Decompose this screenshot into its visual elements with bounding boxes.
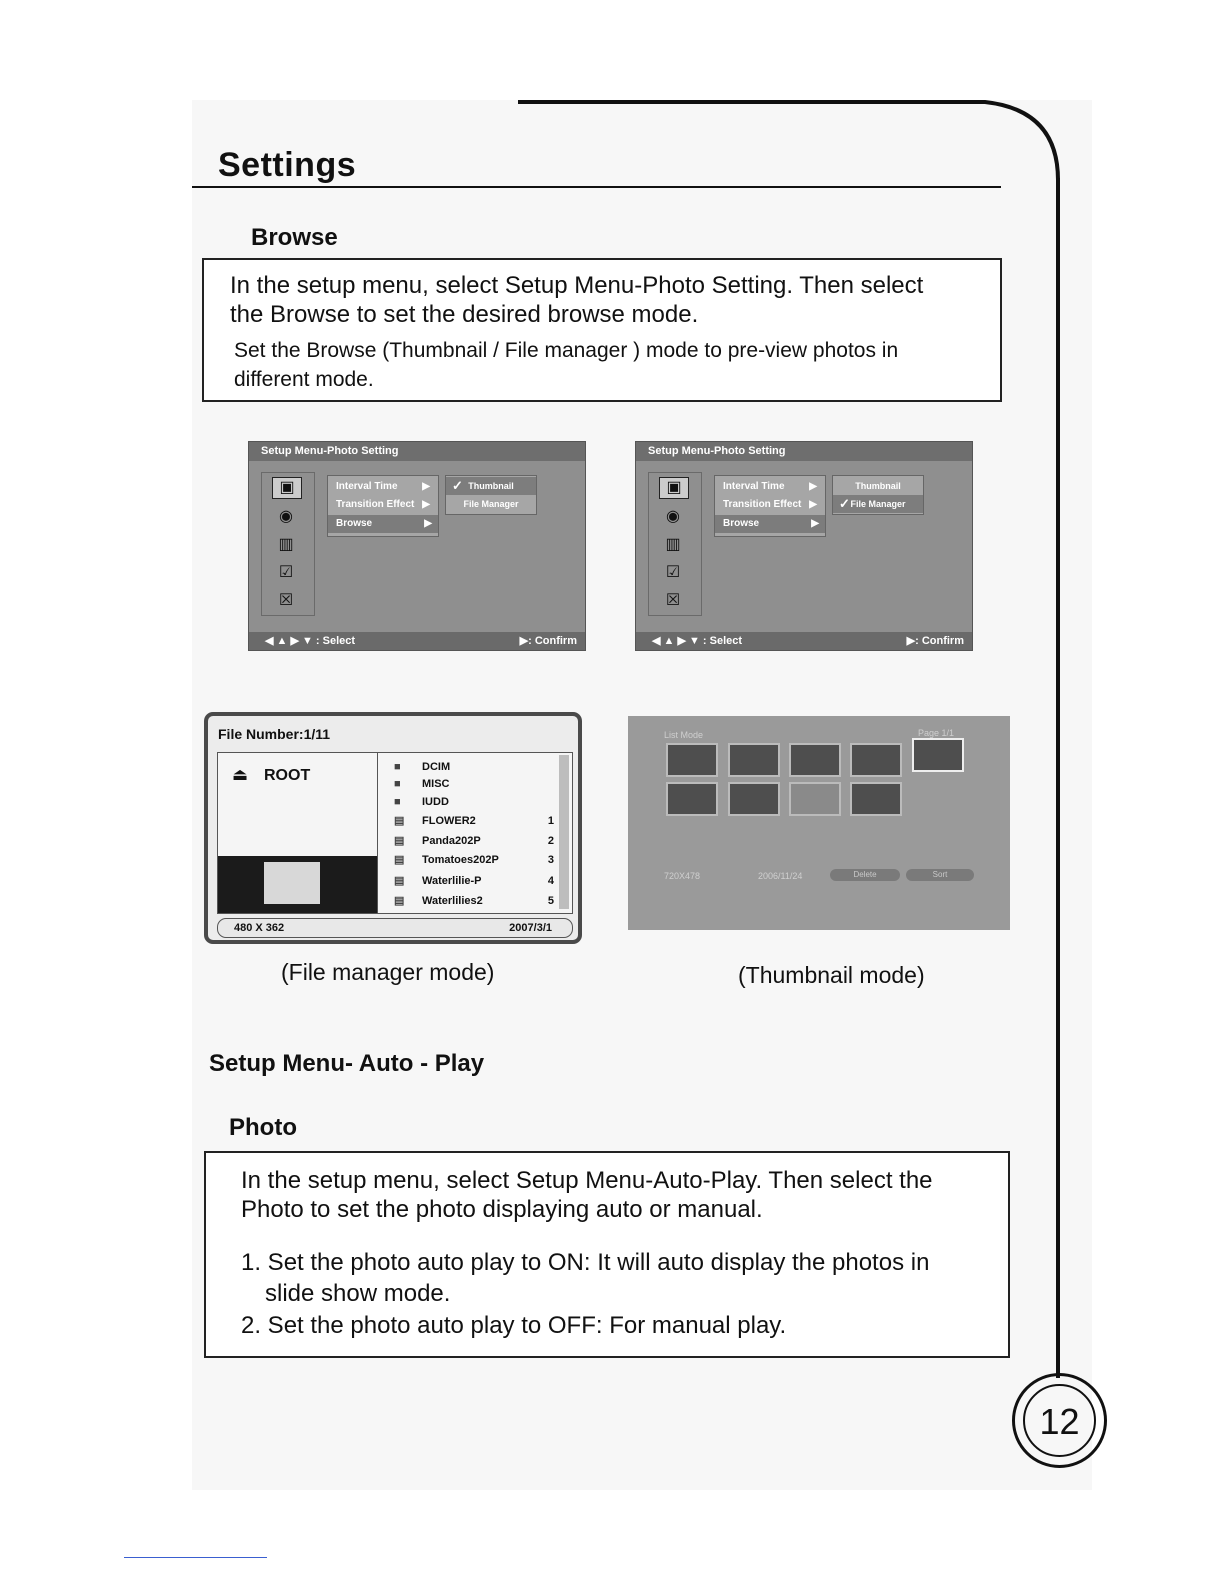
file-manager-caption: (File manager mode) [281,959,495,985]
thumb-date: 2006/11/24 [758,871,803,881]
image-date: 2007/3/1 [509,922,552,934]
footer-confirm-label: : Confirm [528,635,577,647]
autoplay-line-1: In the setup menu, select Setup Menu-Auto-Play. Then select the [241,1167,933,1194]
autoplay-item-2: 2. Set the photo auto play to OFF: For manual play. [241,1312,787,1339]
screen-icon-column [648,472,702,616]
menu-item-label: Interval Time [336,481,398,492]
menu-item-browse[interactable] [715,515,825,533]
screen-footer [636,632,972,650]
page-number-badge [1012,1373,1107,1468]
page-label: Page 1/1 [918,728,955,738]
footer-select-label: : Select [702,635,743,647]
submenu-label: File Manager [463,499,519,509]
autoplay-heading: Setup Menu- Auto - Play [209,1050,485,1077]
file-name: Waterlilie-P [422,875,482,887]
setup-screen-file-manager [635,441,973,651]
autoplay-line-2: Photo to set the photo displaying auto or manual. [241,1196,763,1223]
screen-header: Setup Menu-Photo Setting [636,442,972,461]
setup-screen-thumbnail [248,441,586,651]
list-item[interactable] [394,775,558,793]
arrow-right-icon: ▶ [422,499,430,510]
file-name: IUDD [422,796,449,808]
browse-heading: Browse [251,224,338,251]
thumbnail-image[interactable] [850,782,902,816]
screen-main-menu [714,475,826,537]
thumbnail-image[interactable] [728,743,780,777]
menu-item-label: Interval Time [723,481,785,492]
check-settings-icon: ☑ [665,564,681,581]
thumbnail-caption: (Thumbnail mode) [738,962,925,988]
folder-icon: ■ [394,761,401,773]
thumbnail-image[interactable] [789,743,841,777]
list-item[interactable] [394,812,558,830]
folder-icon: ■ [394,778,401,790]
thumbnail-image[interactable] [666,743,718,777]
confirm-hint [520,632,577,650]
checkmark-icon: ✓ [452,478,463,493]
title-divider [192,186,1001,188]
file-index: 1 [547,815,554,827]
scrollbar[interactable] [559,755,569,909]
list-item[interactable] [394,872,558,890]
submenu-thumbnail[interactable] [833,477,923,495]
menu-item-transition-effect[interactable] [336,496,436,514]
file-name: Waterlilies2 [422,895,483,907]
image-file-icon: ▤ [394,895,405,907]
menu-item-browse[interactable] [328,515,438,533]
confirm-hint [907,632,964,650]
photo-icon: ▣ [272,477,302,499]
footer-confirm-label: : Confirm [915,635,964,647]
browse-line-1: In the setup menu, select Setup Menu-Photo Setting. Then select [230,272,924,299]
file-status-bar [217,918,573,938]
screen-main-menu [327,475,439,537]
file-number: File Number:1/11 [218,726,331,742]
list-item[interactable] [394,793,558,811]
thumbnail-image[interactable] [666,782,718,816]
photo-icon: ▣ [659,477,689,499]
screen-icon-column [261,472,315,616]
nav-arrow-icons: ◀ ▲ ▶ ▼ [265,635,316,647]
list-item[interactable] [394,832,558,850]
thumbnail-image-selected[interactable] [912,738,964,772]
close-icon: ☒ [665,592,681,609]
arrow-right-icon: ▶ [422,481,430,492]
drive-icon: ⏏ [232,765,249,784]
disc-icon: ◉ [666,508,680,525]
menu-item-interval-time[interactable] [336,478,436,496]
browse-line-4: different mode. [234,368,374,391]
list-item[interactable] [394,892,558,910]
page-frame-right [1056,178,1060,1378]
arrow-right-icon: ▶ [809,481,817,492]
file-manager-screen [204,712,582,944]
check-settings-icon: ☑ [278,564,294,581]
bottom-link-line [124,1557,267,1558]
browse-line-3: Set the Browse (Thumbnail / File manager ) mode to pre-view photos in [234,339,899,362]
nav-arrow-icons: ◀ ▲ ▶ ▼ [652,635,703,647]
file-index: 4 [547,875,554,887]
file-name: FLOWER2 [422,815,476,827]
autoplay-item-1: 1. Set the photo auto play to ON: It will auto display the photos in [241,1249,930,1276]
autoplay-instruction-box [204,1151,1010,1358]
submenu-label: File Manager [850,499,906,509]
submenu-file-manager[interactable] [833,495,923,513]
folder-tree-panel [217,752,379,914]
image-file-icon: ▤ [394,875,405,887]
confirm-icon: ▶ [906,635,916,647]
menu-item-label: Transition Effect [336,499,415,510]
arrow-right-icon: ▶ [811,518,819,529]
file-name: Tomatoes202P [422,854,499,866]
list-item[interactable] [394,758,558,776]
file-index: 3 [547,854,554,866]
confirm-icon: ▶ [519,635,529,647]
thumbnail-image[interactable] [850,743,902,777]
mode-label: List Mode [664,730,704,740]
image-resolution: 480 X 362 [234,922,285,934]
menu-item-label: Browse [336,518,373,529]
submenu-thumbnail[interactable] [446,477,536,495]
image-file-icon: ▤ [394,854,405,866]
file-index: 5 [547,895,554,907]
menu-item-interval-time[interactable] [723,478,823,496]
image-file-icon: ▤ [394,835,405,847]
folder-icon: ■ [394,796,401,808]
disc-icon: ◉ [279,508,293,525]
photo-subheading: Photo [229,1114,297,1141]
screen-header: Setup Menu-Photo Setting [249,442,585,461]
page-number: 12 [1023,1384,1096,1457]
sort-button[interactable]: Sort [906,869,974,881]
file-name: Panda202P [422,835,481,847]
list-item[interactable] [394,851,558,869]
browse-instruction-box [202,258,1002,402]
submenu-label: Thumbnail [855,481,901,491]
menu-item-label: Transition Effect [723,499,802,510]
submenu-label: Thumbnail [468,481,514,491]
thumb-resolution: 720X478 [664,871,701,881]
arrow-right-icon: ▶ [424,518,432,529]
file-list-panel [377,752,573,914]
page-title: Settings [218,146,357,184]
file-index: 2 [547,835,554,847]
image-file-icon: ▤ [394,815,405,827]
nav-buttons [265,632,355,650]
film-icon: ▥ [665,536,681,553]
arrow-right-icon: ▶ [809,499,817,510]
thumbnail-screen [628,716,1010,930]
thumbnail-image[interactable] [789,782,841,816]
screen-submenu [832,475,924,515]
file-name: DCIM [422,761,451,773]
nav-buttons [652,632,742,650]
menu-item-label: Browse [723,518,760,529]
screen-footer [249,632,585,650]
screen-submenu [445,475,537,515]
file-name: MISC [422,778,450,790]
submenu-file-manager[interactable] [446,495,536,513]
film-icon: ▥ [278,536,294,553]
preview-image [264,862,320,904]
browse-line-2: the Browse to set the desired browse mode. [230,301,699,328]
delete-button[interactable]: Delete [830,869,900,881]
thumbnail-image[interactable] [728,782,780,816]
autoplay-item-1-cont: slide show mode. [265,1280,451,1307]
preview-pane [218,856,378,913]
menu-item-transition-effect[interactable] [723,496,823,514]
footer-select-label: : Select [315,635,356,647]
close-icon: ☒ [278,592,294,609]
checkmark-icon: ✓ [839,496,850,511]
root-folder[interactable]: ROOT [264,767,311,784]
